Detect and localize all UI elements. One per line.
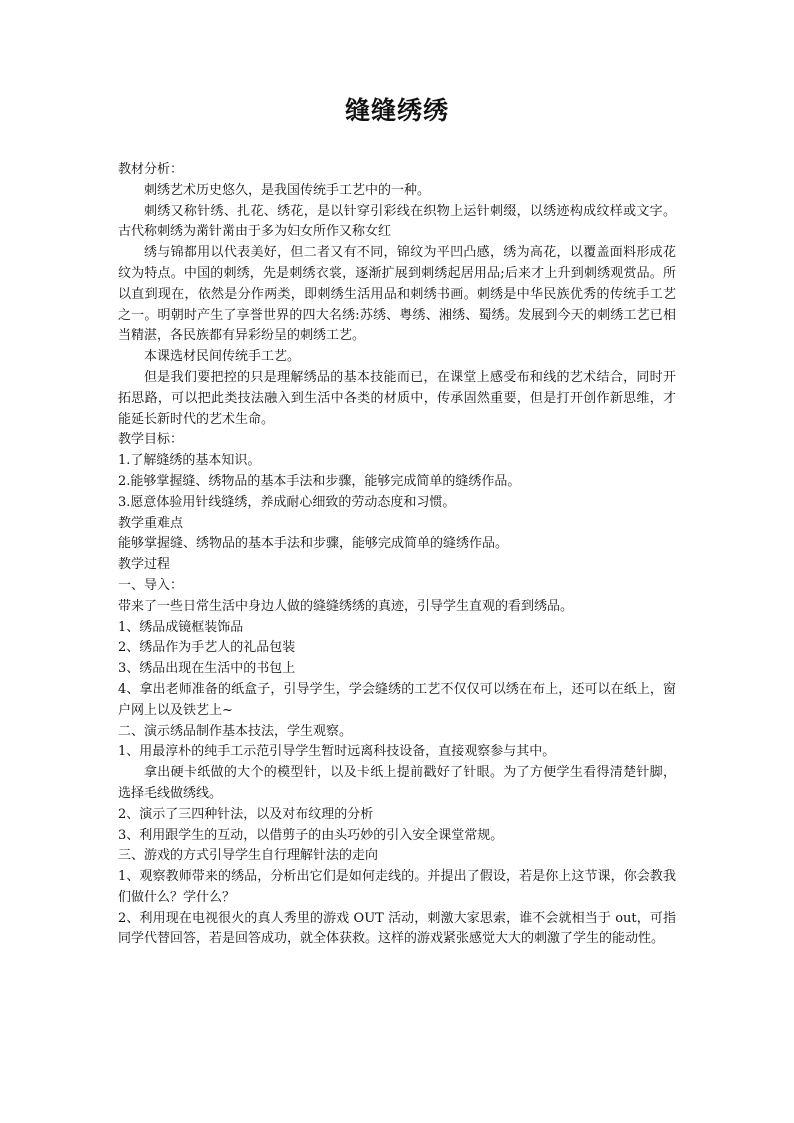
list-item: 1.了解缝绣的基本知识。 [118, 453, 261, 469]
section-heading-key-points: 教学重难点 [118, 515, 184, 531]
paragraph: 带来了一些日常生活中身边人做的缝缝绣绣的真迹，引导学生直观的看到绣品。 [118, 598, 574, 614]
paragraph: 绣与锦都用以代表美好，但二者又有不同，锦纹为平凹凸感，绣为高花，以覆盖面料形成花纹为特点。中国的刺绣，先是刺绣衣裳，逐渐扩展到刺绣起居用品;后来才上升到刺绣观赏品。所以直到现在，依然是分作两类，即刺绣生活用品和刺绣书画。刺绣是中华民族优秀的传统手工艺之一。明朝时产生了享誉世界的四大名绣:苏绣、粤绣、湘绣、蜀绣。发展到今天的刺绣工艺已相当精湛，各民族都有异彩纷呈的刺绣工艺。 [118, 245, 676, 344]
document-title: 缝缝绣绣 [344, 96, 449, 125]
subsection-heading: 一、导入： [118, 577, 184, 593]
subsection-heading: 二、演示绣品制作基本技法，学生观察。 [118, 723, 353, 739]
list-item: 3、利用跟学生的互动，以借剪子的由头巧妙的引入安全课堂常规。 [118, 827, 504, 843]
paragraph: 刺绣艺术历史悠久，是我国传统手工艺中的一种。 [144, 182, 431, 198]
list-item: 1、绣品成镜框装饰品 [118, 619, 244, 635]
list-item: 2、绣品作为手艺人的礼品包装 [118, 640, 296, 656]
list-item: 4、拿出老师准备的纸盒子，引导学生，学会缝绣的工艺不仅仅可以绣在布上，还可以在纸上，窗户网上以及铁艺上~ [118, 681, 676, 718]
section-heading-process: 教学过程 [118, 557, 171, 573]
section-heading-goals: 教学目标： [118, 432, 184, 448]
document-page [118, 96, 676, 950]
subsection-heading: 三、游戏的方式引导学生自行理解针法的走向 [118, 848, 379, 864]
list-item: 3.愿意体验用针线缝绣，养成耐心细致的劳动态度和习惯。 [118, 494, 456, 510]
paragraph: 本课选材民间传统手工艺。 [144, 349, 301, 365]
list-item: 3、绣品出现在生活中的书包上 [118, 661, 296, 677]
paragraph: 拿出硬卡纸做的大个的模型针，以及卡纸上提前戳好了针眼。为了方便学生看得清楚针脚，选择毛线做绣线。 [118, 765, 676, 801]
list-item: 2.能够掌握缝、绣物品的基本手法和步骤，能够完成简单的缝绣作品。 [118, 473, 521, 489]
paragraph: 但是我们要把控的只是理解绣品的基本技能而已，在课堂上感受布和线的艺术结合，同时开拓思路，可以把此类技法融入到生活中各类的材质中，传承固然重要，但是打开创作新思维，才能延长新时代的艺术生命。 [118, 369, 676, 427]
section-heading-analysis: 教材分析： [118, 162, 184, 177]
list-item: 1、用最淳朴的纯手工示范引导学生暂时远离科技设备，直接观察参与其中。 [118, 744, 556, 760]
list-item: 2、演示了三四种针法，以及对布纹理的分析 [118, 806, 374, 822]
paragraph: 能够掌握缝、绣物品的基本手法和步骤，能够完成简单的缝绣作品。 [118, 536, 509, 552]
list-item: 2、利用现在电视很火的真人秀里的游戏 OUT 活动，刺激大家思索，谁不会就相当于 out，可指同学代替回答，若是回答成功，就全体获救。这样的游戏紧张感觉大大的刺激了学生的能动性。 [118, 910, 676, 947]
list-item: 1、观察教师带来的绣品，分析出它们是如何走线的。并提出了假设，若是你上这节课，你会教我们做什么？学什么？ [118, 869, 676, 905]
paragraph: 刺绣又称针绣、扎花、绣花，是以针穿引彩线在织物上运针刺缀，以绣迹构成纹样或文字。古代称刺绣为黹针黹由于多为妇女所作又称女红 [118, 203, 676, 240]
